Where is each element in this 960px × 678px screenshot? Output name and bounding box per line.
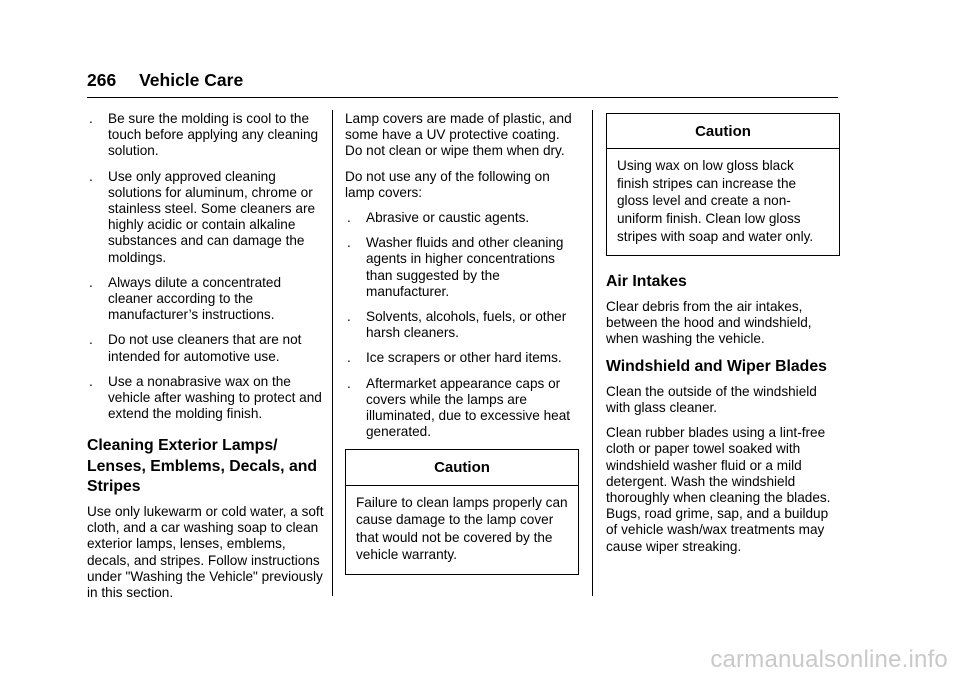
caution-title: Caution: [607, 114, 839, 149]
paragraph: Lamp covers are made of plastic, and some have a UV protective coating. Do not clean or wipe them when dry.: [345, 111, 572, 159]
bullet-mark: .: [347, 210, 351, 226]
bullet-mark: .: [89, 111, 93, 126]
list-item: . Use a nonabrasive wax on the vehicle after washing to protect and extend the molding finish.: [89, 373, 322, 422]
paragraph: Clean rubber blades using a lint-free cloth or paper towel soaked with windshield washer fluid or a mild detergent. Wash the windshield thoroughly when cleaning the blades. Bugs, road grime, sap, and a buildup of vehicle wash/wax treatments may cause wiper streaking.: [606, 425, 831, 554]
paragraph: Clear debris from the air intakes, between the hood and windshield, when washing the vehicle.: [606, 298, 812, 347]
list-item: . Washer fluids and other cleaning agents in higher concentrations than suggested by the manufacturer.: [347, 235, 564, 299]
section-heading-windshield: Windshield and Wiper Blades: [606, 358, 827, 376]
bullet-mark: .: [89, 332, 93, 348]
bullet-mark: .: [89, 373, 93, 389]
header-rule: [87, 97, 838, 98]
list-item: . Aftermarket appearance caps or covers while the lamps are illuminated, due to excessive heat generated.: [347, 375, 571, 440]
column-middle: [345, 111, 579, 585]
caution-box-wax: [606, 113, 840, 256]
molding-care-list: [87, 111, 327, 422]
list-item: . Do not use cleaners that are not intended for automotive use.: [89, 332, 302, 364]
bullet-mark: .: [89, 168, 93, 184]
column-left: [87, 111, 327, 610]
bullet-mark: .: [347, 309, 351, 325]
paragraph: Clean the outside of the windshield with glass cleaner.: [606, 383, 817, 415]
lamp-cover-prohibited-list: [345, 210, 579, 440]
section-heading-exterior-lamps: Cleaning Exterior Lamps/ Lenses, Emblems, Decals, and Stripes: [87, 437, 318, 496]
list-item: . Be sure the molding is cool to the touch before applying any cleaning solution.: [89, 111, 319, 159]
column-divider-right: [592, 110, 593, 596]
column-right: [606, 111, 840, 564]
list-item: . Abrasive or caustic agents.: [347, 210, 530, 226]
bullet-mark: .: [347, 375, 351, 391]
bullet-mark: .: [347, 235, 351, 251]
page-header: [87, 70, 243, 91]
list-item: . Use only approved cleaning solutions for aluminum, chrome or stainless steel. Some cleaners are highly acidic or contain alkaline substances and can damage the moldings.: [89, 168, 316, 265]
page-title: Vehicle Care: [139, 70, 244, 90]
list-item: . Always dilute a concentrated cleaner according to the manufacturer’s instructions.: [89, 274, 282, 323]
list-item: . Ice scrapers or other hard items.: [347, 350, 562, 366]
caution-box-lamps: [345, 449, 579, 575]
paragraph: Use only lukewarm or cold water, a soft cloth, and a car washing soap to clean exterior lamps, lenses, emblems, decals, and stripes. Follow instructions under "Washing the Vehicle" previously in this section.: [87, 503, 324, 600]
page-number: 266: [87, 70, 117, 90]
bullet-mark: .: [89, 274, 93, 290]
watermark: carmanualsonline.info: [710, 646, 948, 673]
caution-title: Caution: [346, 450, 578, 485]
caution-body: Failure to clean lamps properly can cause damage to the lamp cover that would not be covered by the vehicle warranty.: [356, 494, 568, 563]
column-divider-left: [332, 110, 333, 596]
list-item: . Solvents, alcohols, fuels, or other harsh cleaners.: [347, 309, 567, 341]
caution-body: Using wax on low gloss black finish stripes can increase the gloss level and create a non-uniform finish. Clean low gloss stripes with soap and water only.: [617, 158, 814, 244]
section-heading-air-intakes: Air Intakes: [606, 273, 687, 291]
bullet-mark: .: [347, 350, 351, 366]
paragraph: Do not use any of the following on lamp covers:: [345, 168, 550, 200]
